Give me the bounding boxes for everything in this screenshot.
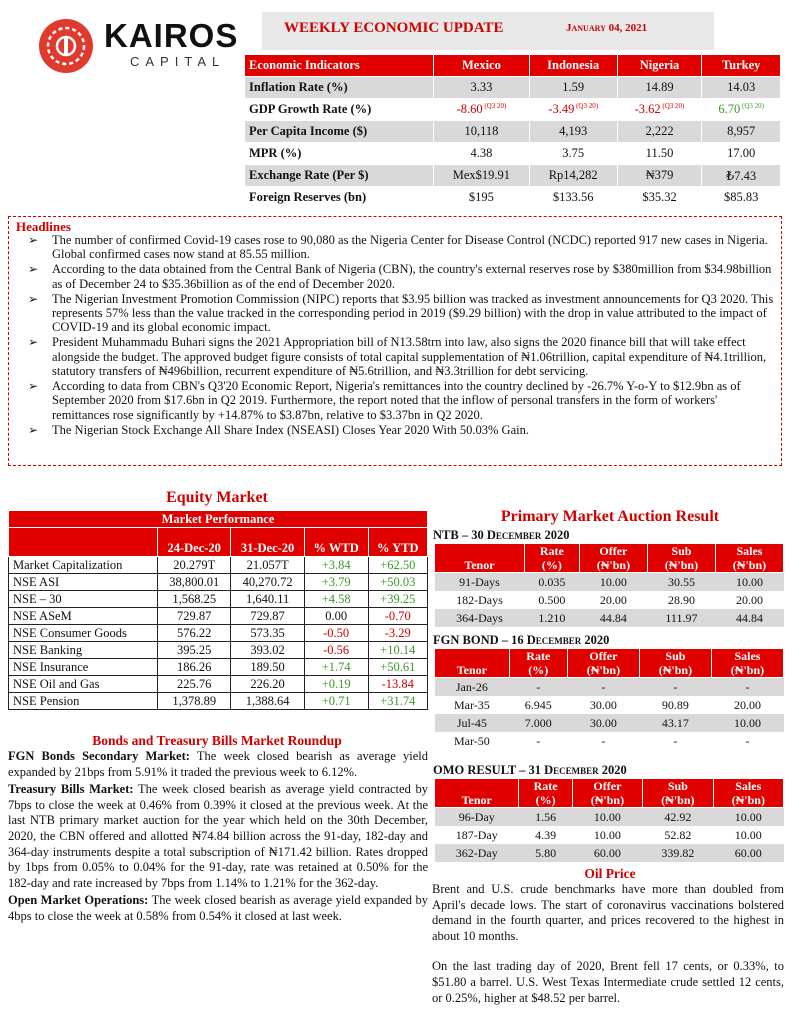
equity-row: [9, 625, 428, 642]
indicator-value: [702, 121, 781, 143]
equity-wtd: +0.19: [304, 676, 368, 693]
equity-curr: 21.057T: [231, 557, 304, 574]
auction-col-header: [435, 649, 510, 678]
auction-tenor: 96-Day: [435, 808, 519, 827]
equity-prev: 225.76: [158, 676, 231, 693]
equity-prev: 20.279T: [158, 557, 231, 574]
auction-tenor: 187-Day: [455, 827, 498, 842]
equity-name: NSE Banking: [9, 642, 158, 659]
equity-col-header: % WTD: [304, 528, 368, 557]
auction-col-header: [639, 649, 711, 678]
equity-row: [9, 676, 428, 693]
auction-tenor: Mar-35: [453, 697, 490, 712]
auction-value: -: [567, 678, 639, 697]
auction-col-header: [647, 544, 715, 573]
auction-tenor: 362-Day: [435, 844, 519, 862]
equity-curr: 189.50: [231, 659, 304, 676]
equity-ytd: -0.70: [368, 608, 427, 625]
quarter-note: (Q3 20): [482, 101, 507, 110]
value-text: ₦379: [645, 168, 674, 182]
header-line: Offer: [589, 649, 618, 663]
value-text: 3.75: [562, 146, 585, 160]
oil-paragraph: Brent and U.S. crude benchmarks have more than doubled from April's decade lows. The start of coronavirus vaccinations bolstered demand in the fourth quarter, and prices recovered to the highest in about 10 months.: [432, 882, 784, 943]
auction-row: [435, 609, 784, 627]
header-line: (%): [535, 793, 556, 807]
auction-col-header: [435, 544, 525, 573]
value-text: $133.56: [552, 190, 594, 204]
value-text: 1.59: [562, 80, 585, 94]
indicator-row: [245, 165, 781, 187]
indicator-value: [529, 165, 617, 187]
indicator-row: [245, 143, 781, 165]
header-line: (₦'bn): [731, 793, 765, 807]
headline-item: ➢ The Nigerian Stock Exchange All Share Index (NSEASI) Closes Year 2020 With 50.03% Gain.: [28, 423, 776, 437]
equity-row: [9, 642, 428, 659]
auction-value: -: [509, 678, 567, 697]
indicator-label: GDP Growth Rate (%): [245, 99, 434, 121]
equity-prev: 1,378.89: [158, 693, 231, 710]
auction-row: [435, 573, 784, 592]
equity-col-header: [9, 528, 158, 557]
equity-curr: 1,640.11: [231, 591, 304, 608]
indicator-row: [245, 99, 781, 121]
auction-value: 20.00: [733, 697, 761, 712]
bonds-paragraph: [8, 749, 428, 780]
equity-name: NSE Pension: [9, 693, 158, 710]
header-line: (₦'bn): [732, 558, 767, 572]
indicator-value: [702, 143, 781, 165]
auction-col-header: [509, 649, 567, 678]
omo-heading: OMO RESULT – 31 December 2020: [433, 763, 627, 777]
auction-value: -: [673, 733, 678, 748]
indicator-label: Foreign Reserves (bn): [245, 187, 434, 209]
indicator-header: Economic Indicators: [245, 55, 434, 77]
header-line: (%): [541, 558, 562, 572]
auction-value: 30.00: [589, 697, 617, 712]
value-text: 10,118: [464, 124, 499, 138]
indicator-label: Inflation Rate (%): [245, 77, 434, 99]
fgn-bond-heading: FGN BOND – 16 December 2020: [433, 633, 610, 647]
equity-market-table: [8, 510, 428, 710]
auction-col-header: [524, 544, 579, 573]
auction-value: 1.210: [524, 609, 579, 627]
value-text: $195: [468, 190, 494, 204]
indicator-value: [702, 99, 781, 121]
market-performance-heading: Market Performance: [9, 511, 428, 528]
equity-wtd: +0.71: [304, 693, 368, 710]
auction-value: 10.00: [572, 808, 642, 827]
ntb-table: [434, 543, 784, 627]
equity-wtd: 0.00: [304, 608, 368, 625]
auction-value: -: [601, 733, 606, 748]
auction-tenor: Jul-45: [435, 714, 510, 732]
value-text: 4,193: [559, 124, 588, 138]
value-text: $35.32: [642, 190, 677, 204]
auction-row: [435, 732, 784, 750]
bonds-paragraph: [8, 893, 428, 924]
equity-name: Market Capitalization: [9, 557, 158, 574]
auction-col-header: [567, 649, 639, 678]
ntb-heading: NTB – 30 December 2020: [433, 528, 570, 542]
auction-value: 4.39: [535, 827, 557, 842]
value-text: 3.33: [470, 80, 493, 94]
auction-value: 10.00: [579, 573, 647, 592]
header-line: (₦'bn): [730, 663, 765, 677]
auction-value: 1.56: [519, 808, 572, 827]
header-line: Rate: [539, 544, 564, 558]
auction-value: 7.000: [509, 714, 567, 732]
auction-value: -: [536, 733, 541, 748]
auction-value: 44.84: [579, 609, 647, 627]
value-text: $85.83: [723, 190, 759, 204]
indicator-row: [245, 77, 781, 99]
auction-value: 60.00: [572, 844, 642, 862]
auction-value: 44.84: [715, 609, 783, 627]
country-header: Mexico: [434, 55, 530, 77]
quarter-note: (Q3 20): [660, 101, 685, 110]
header-line: (₦'bn): [586, 663, 621, 677]
equity-name: NSE ASeM: [9, 608, 158, 625]
header-line: Tenor: [464, 558, 495, 572]
equity-ytd: +50.03: [368, 574, 427, 591]
auction-value: 10.00: [734, 827, 762, 842]
header-line: (₦'bn): [661, 793, 695, 807]
auction-col-header: [435, 779, 519, 808]
equity-curr: 573.35: [231, 625, 304, 642]
paragraph-lead: Treasury Bills Market:: [8, 782, 134, 797]
equity-prev: 729.87: [158, 608, 231, 625]
equity-wtd: +4.58: [304, 591, 368, 608]
header-line: Sub: [667, 779, 688, 793]
header-line: Sub: [665, 649, 686, 663]
header-line: (₦'bn): [658, 663, 693, 677]
equity-curr: 393.02: [231, 642, 304, 659]
equity-row: [9, 591, 428, 608]
paragraph-body: The week closed bearish as average yield expanded by 4bps to close the week at 0.58% from 0.54% it closed at last week.: [8, 893, 428, 923]
oil-price-title: Oil Price: [584, 866, 636, 881]
equity-ytd: -3.29: [368, 625, 427, 642]
auction-col-header: [713, 779, 783, 808]
auction-row: [435, 696, 784, 714]
auction-value: 5.80: [519, 844, 572, 862]
header-line: (₦'bn): [596, 558, 631, 572]
value-text: Rp14,282: [548, 168, 598, 182]
value-text: 6.70: [718, 102, 741, 117]
auction-row: [435, 808, 784, 827]
auction-tenor: 182-Days: [456, 592, 503, 607]
header-line: Tenor: [456, 663, 487, 677]
indicator-label: Exchange Rate (Per $): [245, 165, 434, 187]
equity-row: [9, 693, 428, 710]
auction-value: 0.500: [538, 592, 566, 607]
header-line: Rate: [533, 779, 558, 793]
omo-table: [434, 778, 784, 862]
quarter-note: (Q3 20): [740, 101, 764, 110]
auction-row: [435, 678, 784, 697]
logo-wordmark: KAIROS: [104, 17, 239, 54]
auction-value: 339.82: [643, 844, 713, 862]
equity-ytd: +31.74: [368, 693, 427, 710]
equity-name: NSE – 30: [9, 591, 158, 608]
equity-curr: 1,388.64: [231, 693, 304, 710]
indicator-value: [702, 77, 781, 99]
auction-value: 20.00: [599, 592, 627, 607]
indicator-label: MPR (%): [245, 143, 434, 165]
equity-ytd: +10.14: [368, 642, 427, 659]
equity-wtd: +3.79: [304, 574, 368, 591]
auction-value: 10.00: [715, 573, 783, 592]
equity-curr: 40,270.72: [231, 574, 304, 591]
quarter-note: (Q3 20): [574, 101, 599, 110]
equity-row: [9, 659, 428, 676]
auction-value: 43.17: [639, 714, 711, 732]
value-text: -3.49: [548, 102, 575, 117]
auction-value: 30.00: [567, 714, 639, 732]
indicator-value: [702, 165, 781, 187]
auction-col-header: [572, 779, 642, 808]
paragraph-lead: FGN Bonds Secondary Market:: [8, 749, 190, 763]
report-title: WEEKLY ECONOMIC UPDATE: [284, 20, 504, 36]
auction-value: 28.90: [667, 592, 695, 607]
auction-value: 20.00: [735, 592, 763, 607]
equity-prev: 38,800.01: [158, 574, 231, 591]
indicator-value: [434, 143, 530, 165]
auction-col-header: [711, 649, 783, 678]
equity-ytd: +62.50: [368, 557, 427, 574]
report-date: January 04, 2021: [566, 22, 648, 34]
header-line: Rate: [526, 649, 551, 663]
indicator-value: [617, 187, 702, 209]
headline-item: ➢ President Muhammadu Buhari signs the 2021 Appropriation bill of N13.58trn into law, also signs the 2020 finance bill that will take effect alongside the budget. The approved budget figure consists of total capital supplementation of ₦1.06trillion, capital expenditure of ₦4.1trillion, statutory transfers of ₦496billion, recurrent expenditure of ₦5.6trillion, and ₦3.3trillion for debt servicing.: [28, 335, 776, 378]
auction-value: 60.00: [713, 844, 783, 862]
auction-value: 10.00: [711, 714, 783, 732]
indicator-value: [529, 121, 617, 143]
header-line: Tenor: [461, 793, 492, 807]
headlines-list: [28, 233, 776, 438]
indicator-value: [434, 99, 530, 121]
indicator-value: [529, 77, 617, 99]
indicator-value: [529, 187, 617, 209]
equity-col-header: % YTD: [368, 528, 427, 557]
auction-col-header: [579, 544, 647, 573]
kairos-logo-icon: [38, 18, 94, 74]
equity-ytd: -13.84: [368, 676, 427, 693]
equity-wtd: +3.84: [304, 557, 368, 574]
equity-prev: 186.26: [158, 659, 231, 676]
auction-row: [435, 844, 784, 862]
auction-value: 10.00: [593, 827, 621, 842]
economic-indicators-table: [244, 54, 781, 209]
indicator-value: [702, 187, 781, 209]
indicator-value: [617, 99, 702, 121]
auction-col-header: [715, 544, 783, 573]
indicator-value: [529, 143, 617, 165]
paragraph-lead: Open Market Operations:: [8, 893, 149, 908]
indicator-label: Per Capita Income ($): [245, 121, 434, 143]
bonds-paragraph: [8, 782, 428, 891]
indicator-value: [529, 99, 617, 121]
header-line: Sales: [734, 649, 761, 663]
oil-paragraph: On the last trading day of 2020, Brent fell 17 cents, or 0.33%, to $51.80 a barrel. U.S. West Texas Intermediate crude settled 12 cents, or 0.25%, higher at $48.52 per barrel.: [432, 959, 784, 1005]
auction-tenor: Mar-50: [453, 733, 490, 748]
equity-wtd: -0.50: [304, 625, 368, 642]
indicator-row: [245, 121, 781, 143]
header-line: (₦'bn): [664, 558, 699, 572]
headline-item: ➢ According to data from CBN's Q3'20 Economic Report, Nigeria's remittances into the country declined by -26.7% Y-o-Y to $12.9bn as of September 2020 from $17.6bn in Q2 2019. Furthermore, the report noted that the inflow of personal transfers in the form of workers' remittances rose significantly by +14.87% to $3.87bn, relative to $3.37bn in Q2 2020.: [28, 379, 776, 422]
country-header: Indonesia: [529, 55, 617, 77]
value-text: 4.38: [470, 146, 493, 160]
bonds-title: Bonds and Treasury Bills Market Roundup: [92, 733, 342, 748]
equity-name: NSE Consumer Goods: [9, 625, 158, 642]
indicator-value: [434, 121, 530, 143]
equity-curr: 226.20: [231, 676, 304, 693]
indicator-value: [617, 77, 702, 99]
equity-row: [9, 557, 428, 574]
value-text: 8,957: [727, 124, 756, 138]
equity-row: [9, 608, 428, 625]
value-text: 11.50: [645, 146, 674, 160]
auction-value: -: [745, 733, 750, 748]
auction-row: [435, 591, 784, 609]
headline-item: ➢ The number of confirmed Covid-19 cases rose to 90,080 as the Nigeria Center for Disease Control (NCDC) reported 917 new cases in Nigeria. Global confirmed cases now stand at 85.55 million.: [28, 233, 776, 262]
auction-value: 52.82: [664, 827, 692, 842]
oil-price-text: [432, 882, 784, 1021]
equity-row: [9, 574, 428, 591]
header-line: (₦'bn): [590, 793, 625, 807]
auction-row: [435, 714, 784, 732]
auction-value: 30.55: [647, 573, 715, 592]
auction-tenor: 91-Days: [435, 573, 525, 592]
headlines-title: Headlines: [16, 219, 71, 234]
equity-prev: 576.22: [158, 625, 231, 642]
indicator-value: [617, 165, 702, 187]
indicator-value: [434, 165, 530, 187]
auction-value: 6.945: [524, 697, 552, 712]
header-line: Offer: [599, 544, 628, 558]
equity-ytd: +50.61: [368, 659, 427, 676]
equity-wtd: -0.56: [304, 642, 368, 659]
value-text: 17.00: [727, 146, 756, 160]
auction-col-header: [519, 779, 572, 808]
paragraph-body: The week closed bearish as average yield contracted by 7bps to close the week at 0.46% from 0.39% it closed at the previous week. At the last NTB primary market auction for the year which held on the 30th December, 2020, the CBN offered and allotted ₦74.84 billion across the 91-day, 182-day and 364-day instruments despite a total subscription of ₦171.42 billion. Rates dropped by 1bps from 0.05% to 0.04% for the 91-day, rate was retained at 0.50% for the 182-day and rate increased by 7bps from 1.14% to 1.21% for the 362-day.: [8, 782, 428, 890]
auction-value: 10.00: [713, 808, 783, 827]
logo-subtitle: CAPITAL: [130, 54, 226, 69]
value-text: 14.89: [645, 80, 674, 94]
equity-name: NSE Insurance: [9, 659, 158, 676]
primary-market-title: Primary Market Auction Result: [500, 508, 720, 525]
equity-col-header: 31-Dec-20: [231, 528, 304, 557]
indicator-value: [434, 187, 530, 209]
indicator-value: [617, 121, 702, 143]
auction-row: [435, 826, 784, 844]
equity-name: NSE ASI: [9, 574, 158, 591]
value-text: -8.60: [456, 102, 483, 117]
indicator-value: [617, 143, 702, 165]
value-text: -3.62: [634, 102, 661, 117]
country-header: Turkey: [702, 55, 781, 77]
value-text: 2,222: [645, 124, 674, 138]
auction-value: -: [711, 678, 783, 697]
header-line: Sales: [735, 779, 762, 793]
auction-value: 0.035: [524, 573, 579, 592]
auction-tenor: Jan-26: [435, 678, 510, 697]
indicator-row: [245, 187, 781, 209]
headline-item: ➢ According to the data obtained from the Central Bank of Nigeria (CBN), the country's external reserves rose by $380million from $34.98billion as of December 24 to $35.36billion as of the end of December 2020.: [28, 262, 776, 291]
equity-prev: 395.25: [158, 642, 231, 659]
equity-prev: 1,568.25: [158, 591, 231, 608]
header-line: (%): [528, 663, 549, 677]
value-text: Mex$19.91: [452, 168, 511, 182]
equity-name: NSE Oil and Gas: [9, 676, 158, 693]
equity-col-header: 24-Dec-20: [158, 528, 231, 557]
indicator-value: [434, 77, 530, 99]
paragraph-body: The week closed bearish as average yield expanded by 21bps from 5.91% it traded the previous week to 6.12%.: [8, 749, 429, 779]
auction-value: -: [639, 678, 711, 697]
header-line: Offer: [593, 779, 622, 793]
equity-ytd: +39.25: [368, 591, 427, 608]
header-line: Sales: [736, 544, 763, 558]
equity-market-title: Equity Market: [166, 489, 268, 506]
header-line: Sub: [671, 544, 692, 558]
auction-tenor: 364-Days: [435, 609, 525, 627]
fgn-bond-table: [434, 648, 784, 750]
value-text: ₺7.43: [726, 168, 757, 183]
country-header: Nigeria: [617, 55, 702, 77]
value-text: 14.03: [727, 80, 756, 94]
equity-wtd: +1.74: [304, 659, 368, 676]
auction-value: 111.97: [647, 609, 715, 627]
headline-item: ➢ The Nigerian Investment Promotion Commission (NIPC) reports that $3.95 billion was tracked as investment announcements for Q3 2020. This represents 57% less than the value tracked in the corresponding period in 2019 ($9.29 billion) with the drop in value attributed to the impact of COVID-19 and its global economic impact.: [28, 292, 776, 335]
bonds-text: [8, 749, 428, 927]
auction-value: 42.92: [643, 808, 713, 827]
auction-value: 90.89: [661, 697, 689, 712]
equity-curr: 729.87: [231, 608, 304, 625]
auction-col-header: [643, 779, 713, 808]
